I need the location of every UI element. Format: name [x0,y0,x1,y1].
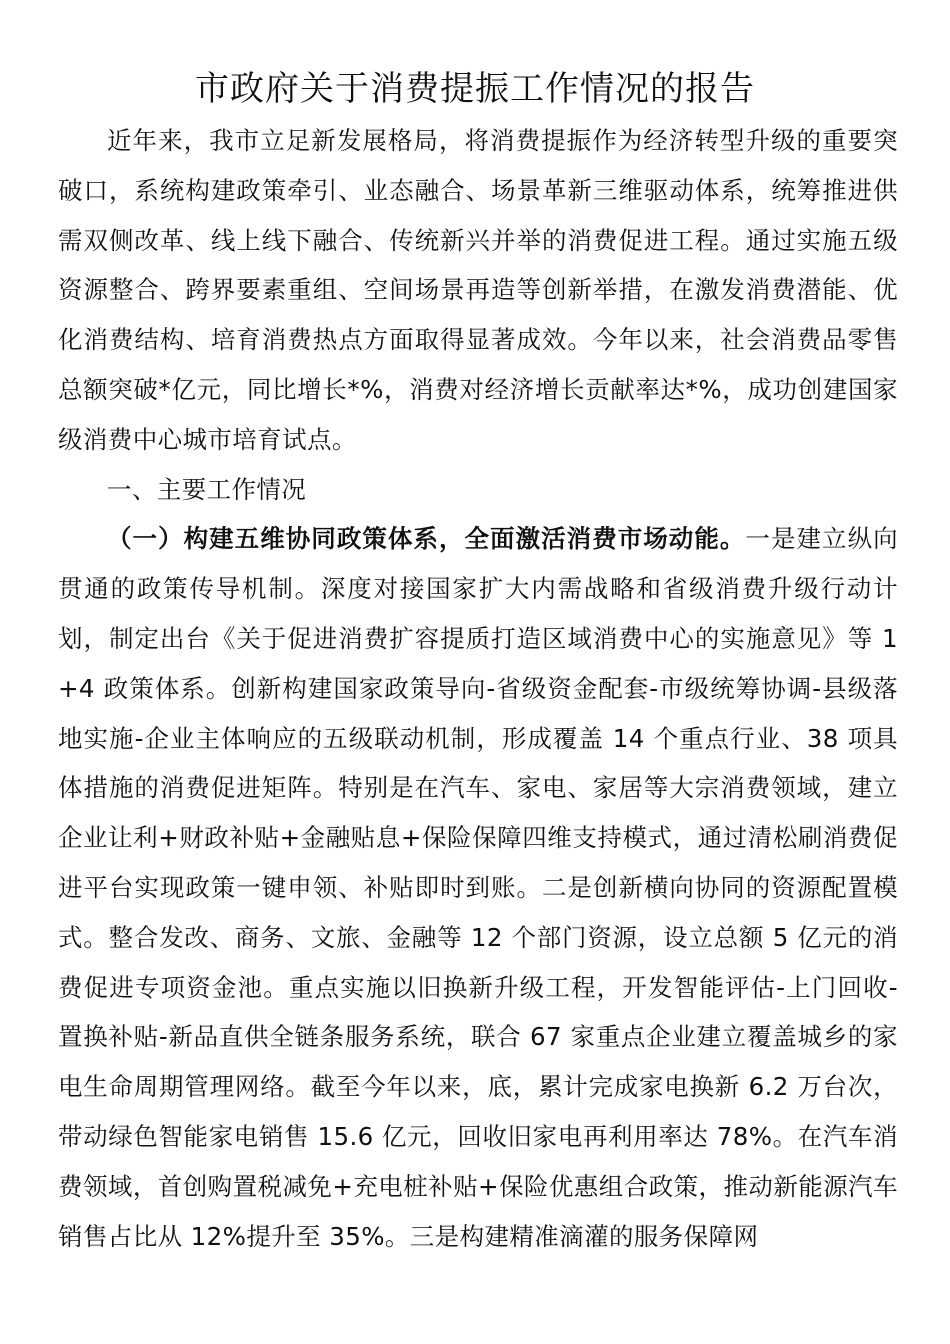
document-body [58,116,898,1261]
section-1-1-lead: （一）构建五维协同政策体系，全面激活消费市场动能。 [107,524,746,554]
section-1-1-body: 一是建立纵向贯通的政策传导机制。深度对接国家扩大内需战略和省级消费升级行动计划，制定出台《关于促进消费扩容提质打造区域消费中心的实施意见》等 1+4 政策体系。创新构建国家政策导向-省级资金配套-市级统筹协调-县级落地实施-企业主体响应的五级联动机制，形成覆盖 14 个重点行业、38 项具体措施的消费促进矩阵。特别是在汽车、家电、家居等大宗消费领域，建立企业让利+财政补贴+金融贴息+保险保障四维支持模式，通过清松刷消费促进平台实现政策一键申领、补贴即时到账。二是创新横向协同的资源配置模式。整合发改、商务、文旅、金融等 12 个部门资源，设立总额 5 亿元的消费促进专项资金池。重点实施以旧换新升级工程，开发智能评估-上门回收-置换补贴-新品直供全链条服务系统，联合 67 家重点企业建立覆盖城乡的家电生命周期管理网络。截至今年以来，底，累计完成家电换新 6.2 万台次，带动绿色智能家电销售 15.6 亿元，回收旧家电再利用率达 78%。在汽车消费领域，首创购置税减免+充电桩补贴+保险优惠组合政策，推动新能源汽车销售占比从 12%提升至 35%。三是构建精准滴灌的服务保障网 [58,524,899,1251]
section-heading-main-work: 一、主要工作情况 [107,474,307,504]
document-title: 市政府关于消费提振工作情况的报告 [195,69,755,109]
section-1-1-paragraph [58,514,898,1261]
intro-paragraph: 近年来，我市立足新发展格局，将消费提振作为经济转型升级的重要突破口，系统构建政策牵引、业态融合、场景革新三维驱动体系，统筹推进供需双侧改革、线上线下融合、传统新兴并举的消费促进工程。通过实施五级资源整合、跨界要素重组、空间场景再造等创新举措，在激发消费潜能、优化消费结构、培育消费热点方面取得显著成效。今年以来，社会消费品零售总额突破*亿元，同比增长*%，消费对经济增长贡献率达*%，成功创建国家级消费中心城市培育试点。 [58,126,898,454]
